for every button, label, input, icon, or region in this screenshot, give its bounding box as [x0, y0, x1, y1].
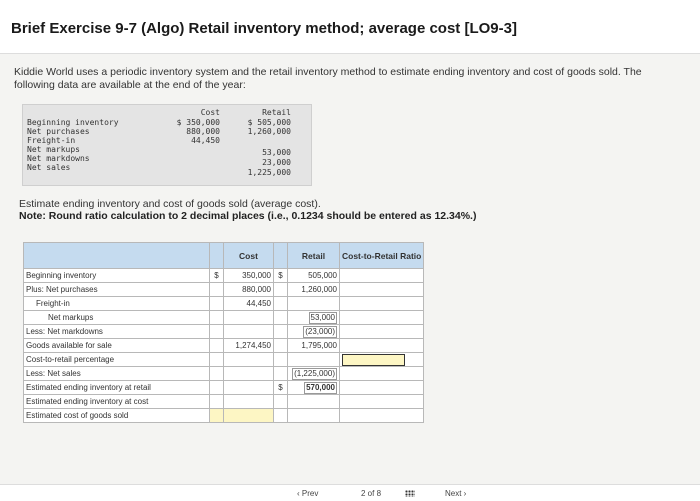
retail-cell[interactable]: 1,260,000 — [288, 283, 340, 297]
given-retail: 1,225,000 — [247, 168, 291, 177]
row-label: Estimated cost of goods sold — [24, 409, 210, 423]
retail-value: (23,000) — [305, 326, 335, 336]
given-data-box — [22, 104, 312, 186]
row-label: Beginning inventory — [24, 269, 210, 283]
dollar-sign: $ — [210, 269, 224, 283]
given-cost: 44,450 — [191, 136, 220, 145]
table-header-row — [24, 243, 424, 269]
given-retail: 23,000 — [262, 158, 291, 167]
note-text: Note: Round ratio calculation to 2 decimal places (i.e., 0.1234 should be entered as 12.34%.) — [19, 210, 477, 222]
given-label: Net markdowns — [27, 154, 90, 163]
cost-cell[interactable] — [224, 311, 274, 325]
retail-value: (1,225,000) — [294, 368, 335, 378]
cost-cell[interactable] — [224, 325, 274, 339]
cost-cell[interactable]: 44,450 — [224, 297, 274, 311]
worksheet-table — [23, 242, 424, 423]
retail-cell[interactable]: 505,000 — [288, 269, 340, 283]
ratio-input[interactable] — [342, 354, 405, 366]
given-retail: 1,260,000 — [247, 127, 291, 136]
retail-cell[interactable] — [288, 325, 340, 339]
footer-nav — [0, 484, 700, 501]
row-label: Estimated ending inventory at cost — [24, 395, 210, 409]
retail-value: 570,000 — [306, 382, 335, 392]
given-col-cost: Cost — [200, 108, 220, 117]
table-row — [24, 325, 424, 339]
page-indicator: 2 of 8 — [361, 489, 382, 498]
chevron-left-icon: ‹ — [297, 489, 302, 498]
row-label: Cost-to-retail percentage — [24, 353, 210, 367]
table-row — [24, 381, 424, 395]
given-label: Net purchases — [27, 127, 90, 136]
given-col-retail: Retail — [262, 108, 291, 117]
col-header-cost: Cost — [224, 243, 274, 269]
retail-cell[interactable] — [288, 311, 340, 325]
row-label: Estimated ending inventory at retail — [24, 381, 210, 395]
retail-cell[interactable]: 1,795,000 — [288, 339, 340, 353]
given-label: Beginning inventory — [27, 118, 119, 127]
chevron-right-icon: › — [461, 489, 467, 498]
grid-icon[interactable] — [405, 490, 415, 497]
table-row — [24, 339, 424, 353]
header — [0, 0, 700, 54]
given-label: Freight-in — [27, 136, 76, 145]
given-cost: $ 350,000 — [176, 118, 220, 127]
table-row — [24, 311, 424, 325]
row-label: Plus: Net purchases — [24, 283, 210, 297]
answer-input[interactable] — [210, 409, 224, 423]
table-row — [24, 353, 424, 367]
row-label: Goods available for sale — [24, 339, 210, 353]
instruction-text: Estimate ending inventory and cost of goods sold (average cost). — [19, 198, 321, 210]
table-row — [24, 269, 424, 283]
next-button[interactable]: Next › — [445, 489, 467, 498]
given-cost: 880,000 — [186, 127, 220, 136]
table-row — [24, 395, 424, 409]
row-label: Less: Net markdowns — [24, 325, 210, 339]
intro-text: Kiddie World uses a periodic inventory system and the retail inventory method to estimate ending inventory and cost of goods sold. The following data are available at the end of the year: — [14, 66, 642, 91]
prev-button[interactable]: ‹ Prev — [297, 489, 319, 498]
cost-cell[interactable]: 880,000 — [224, 283, 274, 297]
table-row — [24, 367, 424, 381]
row-label: Freight-in — [24, 297, 210, 311]
col-header-ratio: Cost-to-Retail Ratio — [340, 243, 424, 269]
given-label: Net markups — [27, 145, 80, 154]
row-label: Net markups — [24, 311, 210, 325]
retail-value: 53,000 — [310, 312, 335, 322]
col-header-retail: Retail — [288, 243, 340, 269]
row-label: Less: Net sales — [24, 367, 210, 381]
retail-cell[interactable] — [288, 297, 340, 311]
given-label: Net sales — [27, 163, 71, 172]
table-row — [24, 409, 424, 423]
dollar-sign: $ — [274, 381, 288, 395]
table-row — [24, 297, 424, 311]
given-retail: 53,000 — [262, 148, 291, 157]
cost-cell[interactable]: 1,274,450 — [224, 339, 274, 353]
retail-cell[interactable] — [288, 381, 340, 395]
page-title: Brief Exercise 9-7 (Algo) Retail inventory method; average cost [LO9-3] — [11, 20, 517, 37]
dollar-sign: $ — [274, 269, 288, 283]
answer-input[interactable] — [224, 409, 274, 423]
cost-cell[interactable]: 350,000 — [224, 269, 274, 283]
given-retail: $ 505,000 — [247, 118, 291, 127]
table-row — [24, 283, 424, 297]
retail-cell[interactable] — [288, 367, 340, 381]
